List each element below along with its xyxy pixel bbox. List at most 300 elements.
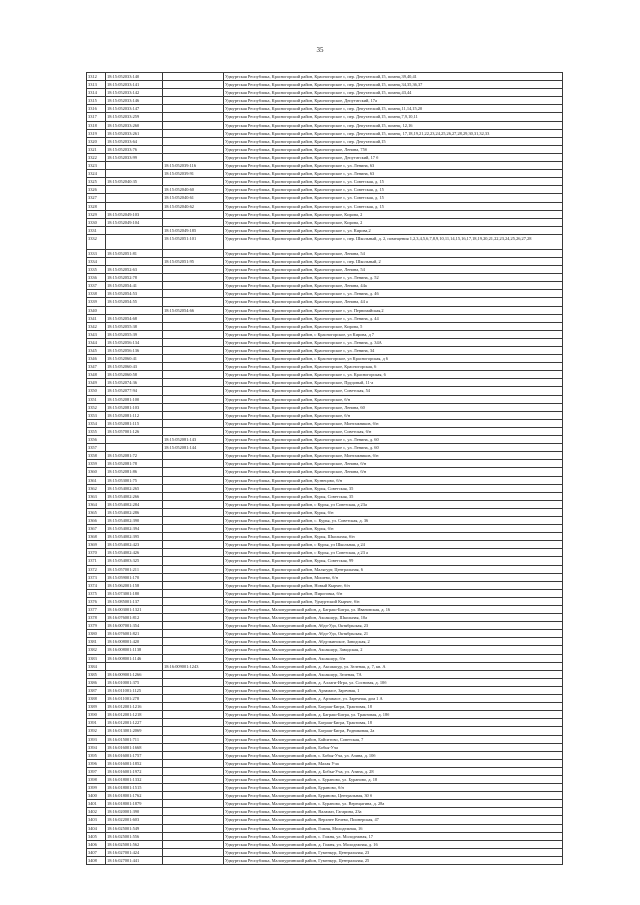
row-number-cell: 3312: [87, 73, 106, 81]
old-cadastral-number-cell: 18:15:085001:137: [106, 597, 163, 605]
new-cadastral-number-cell: [163, 711, 224, 719]
address-cell: Удмуртская Республика, Малопургинский район, д. Гожня, ул. Молодежная, д. 16: [224, 840, 563, 848]
row-number-cell: 3337: [87, 282, 106, 290]
new-cadastral-number-cell: [163, 97, 224, 105]
new-cadastral-number-cell: [163, 525, 224, 533]
old-cadastral-number-cell: 18:16:018001:1879: [106, 800, 163, 808]
table-row: [87, 654, 563, 662]
row-number-cell: 3359: [87, 460, 106, 468]
old-cadastral-number-cell: [106, 170, 163, 178]
table-row: [87, 387, 563, 395]
address-cell: Удмуртская Республика, Красногорский район, Красногорское с, ул. Ленина, 63: [224, 162, 563, 170]
old-cadastral-number-cell: 18:15:052054:68: [106, 314, 163, 322]
row-number-cell: 3346: [87, 355, 106, 363]
address-cell: Удмуртская Республика, Малопургинский район, д. Баграш-Бигра, ул. Трактовая, д. 18б: [224, 711, 563, 719]
old-cadastral-number-cell: 18:16:025001:556: [106, 832, 163, 840]
table-row: [87, 97, 563, 105]
table-row: [87, 573, 563, 581]
row-number-cell: 3345: [87, 347, 106, 355]
address-cell: Удмуртская Республика, Красногорский район, Курья, б/н: [224, 525, 563, 533]
new-cadastral-number-cell: [163, 759, 224, 767]
old-cadastral-number-cell: [106, 234, 163, 249]
new-cadastral-number-cell: [163, 743, 224, 751]
old-cadastral-number-cell: 18:15:052055:38: [106, 322, 163, 330]
address-cell: Удмуртская Республика, Красногорский район, с Курья, ул Советская, д 23а: [224, 500, 563, 508]
row-number-cell: 3360: [87, 468, 106, 476]
table-row: [87, 557, 563, 565]
old-cadastral-number-cell: 18:15:052033:140: [106, 73, 163, 81]
row-number-cell: 3391: [87, 719, 106, 727]
old-cadastral-number-cell: 18:16:016001:1757: [106, 751, 163, 759]
old-cadastral-number-cell: 18:15:057001:211: [106, 565, 163, 573]
table-row: [87, 711, 563, 719]
new-cadastral-number-cell: [163, 784, 224, 792]
old-cadastral-number-cell: 18:16:012001:1227: [106, 719, 163, 727]
row-number-cell: 3374: [87, 581, 106, 589]
row-number-cell: 3403: [87, 816, 106, 824]
row-number-cell: 3370: [87, 549, 106, 557]
row-number-cell: 3358: [87, 452, 106, 460]
new-cadastral-number-cell: [163, 460, 224, 468]
new-cadastral-number-cell: [163, 541, 224, 549]
new-cadastral-number-cell: [163, 686, 224, 694]
new-cadastral-number-cell: [163, 808, 224, 816]
old-cadastral-number-cell: 18:15:052033:261: [106, 129, 163, 137]
row-number-cell: 3349: [87, 379, 106, 387]
old-cadastral-number-cell: 18:15:052040:35: [106, 178, 163, 186]
old-cadastral-number-cell: 18:15:052081:115: [106, 419, 163, 427]
old-cadastral-number-cell: 18:15:052081:100: [106, 395, 163, 403]
row-number-cell: 3315: [87, 97, 106, 105]
row-number-cell: 3319: [87, 129, 106, 137]
new-cadastral-number-cell: [163, 314, 224, 322]
address-cell: Удмуртская Республика, Красногорский район, Малягурт, Центральная, 6: [224, 565, 563, 573]
address-cell: Удмуртская Республика, Малопургинский район, с. Гожня, ул. Молодежная, 17: [224, 832, 563, 840]
row-number-cell: 3385: [87, 670, 106, 678]
new-cadastral-number-cell: [163, 153, 224, 161]
old-cadastral-number-cell: 18:15:073001:180: [106, 589, 163, 597]
new-cadastral-number-cell: 18:15:052081:144: [163, 444, 224, 452]
address-cell: Удмуртская Республика, Красногорский район, Красногорское с, ул. Ленина, д. 52: [224, 274, 563, 282]
row-number-cell: 3313: [87, 81, 106, 89]
old-cadastral-number-cell: 18:15:057001:126: [106, 427, 163, 435]
table-row: [87, 484, 563, 492]
old-cadastral-number-cell: 18:15:054002:284: [106, 500, 163, 508]
row-number-cell: 3340: [87, 306, 106, 314]
row-number-cell: 3406: [87, 840, 106, 848]
table-row: [87, 784, 563, 792]
table-row: [87, 226, 563, 234]
old-cadastral-number-cell: 18:16:022001:603: [106, 816, 163, 824]
row-number-cell: 3367: [87, 525, 106, 533]
table-row: [87, 622, 563, 630]
address-cell: Удмуртская Республика, Красногорский район, Красногорское с, ул. Ленина, д. 60: [224, 436, 563, 444]
table-row: [87, 792, 563, 800]
new-cadastral-number-cell: [163, 606, 224, 614]
address-cell: Удмуртская Республика, Красногорский район, Красногорское с, пер. Школьный, д. 2, помещения 1,2,3,4,5,6,7,8,9,10,11,14,15,16,17,18,19,20,21,22,23,24,25,26,27,28: [224, 234, 563, 249]
table-row: [87, 162, 563, 170]
old-cadastral-number-cell: 18:15:052054:53: [106, 290, 163, 298]
table-row: [87, 848, 563, 856]
address-cell: Удмуртская Республика, Красногорский район, Красногорское с, пер. Депутатский,15, помещ.43,44: [224, 89, 563, 97]
row-number-cell: 3395: [87, 751, 106, 759]
cadastral-register-table: [86, 72, 563, 865]
table-row: [87, 500, 563, 508]
new-cadastral-number-cell: 18:15:052051:95: [163, 257, 224, 265]
new-cadastral-number-cell: [163, 387, 224, 395]
new-cadastral-number-cell: [163, 638, 224, 646]
table-row: [87, 419, 563, 427]
address-cell: Удмуртская Республика, Малопургинский район, Абдэ-Удэ, Октябрьская, 21: [224, 630, 563, 638]
address-cell: Удмуртская Республика, Малопургинский район, Бураново, б/н: [224, 784, 563, 792]
address-cell: Удмуртская Республика, Красногорский район, Красногорское, Депутатский, 17 б: [224, 153, 563, 161]
old-cadastral-number-cell: 18:15:052054:41: [106, 282, 163, 290]
address-cell: Удмуртская Республика, Красногорский район, Удмуртский Кырчег, б/н: [224, 597, 563, 605]
new-cadastral-number-cell: 18:16:009001:1243: [163, 662, 224, 670]
address-cell: Удмуртская Республика, Красногорский район, Красногорское, б/н: [224, 395, 563, 403]
table-row: [87, 306, 563, 314]
old-cadastral-number-cell: [106, 226, 163, 234]
old-cadastral-number-cell: 18:15:054002:423: [106, 541, 163, 549]
row-number-cell: 3402: [87, 808, 106, 816]
old-cadastral-number-cell: 18:15:052052:63: [106, 266, 163, 274]
new-cadastral-number-cell: [163, 419, 224, 427]
new-cadastral-number-cell: [163, 282, 224, 290]
row-number-cell: 3329: [87, 210, 106, 218]
table-row: [87, 476, 563, 484]
address-cell: Удмуртская Республика, Красногорский район, с Красногорское, ул Кирова, д 7: [224, 330, 563, 338]
old-cadastral-number-cell: 18:16:018001:1332: [106, 775, 163, 783]
row-number-cell: 3325: [87, 178, 106, 186]
table-row: [87, 719, 563, 727]
table-row: [87, 290, 563, 298]
old-cadastral-number-cell: 18:15:052081:72: [106, 452, 163, 460]
old-cadastral-number-cell: 18:15:052081:103: [106, 403, 163, 411]
old-cadastral-number-cell: 18:15:059001:170: [106, 573, 163, 581]
old-cadastral-number-cell: 18:16:011001:278: [106, 695, 163, 703]
table-row: [87, 460, 563, 468]
old-cadastral-number-cell: 18:16:025001:549: [106, 824, 163, 832]
address-cell: Удмуртская Республика, Красногорский район, Красногорское, Ленина, 44а: [224, 282, 563, 290]
address-cell: Удмуртская Республика, Красногорский район, Красногорское с, ул. Советская, д. 15: [224, 194, 563, 202]
old-cadastral-number-cell: 18:16:027001:441: [106, 856, 163, 864]
old-cadastral-number-cell: 18:16:015001:711: [106, 735, 163, 743]
address-cell: Удмуртская Республика, Малопургинский район, Абдэ-Удэ, Октябрьская, 23: [224, 622, 563, 630]
new-cadastral-number-cell: [163, 121, 224, 129]
new-cadastral-number-cell: [163, 654, 224, 662]
old-cadastral-number-cell: 18:16:020001:390: [106, 808, 163, 816]
row-number-cell: 3351: [87, 395, 106, 403]
address-cell: Удмуртская Республика, Малопургинский район, Арзамасе, Заречная, 1: [224, 686, 563, 694]
old-cadastral-number-cell: 18:15:054002:390: [106, 516, 163, 524]
row-number-cell: 3322: [87, 153, 106, 161]
row-number-cell: 3398: [87, 775, 106, 783]
old-cadastral-number-cell: 18:15:062001:158: [106, 581, 163, 589]
table-row: [87, 330, 563, 338]
table-row: [87, 727, 563, 735]
row-number-cell: 3372: [87, 565, 106, 573]
new-cadastral-number-cell: [163, 338, 224, 346]
table-row: [87, 257, 563, 265]
old-cadastral-number-cell: 18:16:012001:1216: [106, 703, 163, 711]
new-cadastral-number-cell: 18:15:052049:185: [163, 226, 224, 234]
row-number-cell: 3369: [87, 541, 106, 549]
address-cell: Удмуртская Республика, Красногорский район, Красногорское, Монтажников, б/н: [224, 419, 563, 427]
row-number-cell: 3328: [87, 202, 106, 210]
row-number-cell: 3324: [87, 170, 106, 178]
old-cadastral-number-cell: 18:16:008001:1138: [106, 646, 163, 654]
address-cell: Удмуртская Республика, Красногорский район, с Курья, ул Советская, д 23 а: [224, 549, 563, 557]
old-cadastral-number-cell: 18:16:012001:1218: [106, 711, 163, 719]
new-cadastral-number-cell: [163, 363, 224, 371]
table-row: [87, 322, 563, 330]
old-cadastral-number-cell: 18:15:052033:146: [106, 97, 163, 105]
old-cadastral-number-cell: 18:15:052051:81: [106, 249, 163, 257]
table-row: [87, 411, 563, 419]
row-number-cell: 3353: [87, 411, 106, 419]
new-cadastral-number-cell: [163, 89, 224, 97]
new-cadastral-number-cell: [163, 703, 224, 711]
old-cadastral-number-cell: 18:16:016001:1668: [106, 743, 163, 751]
address-cell: Удмуртская Республика, Малопургинский район, с. Бураново, ул. Верещагина, д. 28а: [224, 800, 563, 808]
old-cadastral-number-cell: 18:15:052077:94: [106, 387, 163, 395]
address-cell: Удмуртская Республика, Малопургинский район, Баграш-Бигра, Трактовая, 18: [224, 719, 563, 727]
row-number-cell: 3336: [87, 274, 106, 282]
new-cadastral-number-cell: [163, 573, 224, 581]
old-cadastral-number-cell: 18:15:052060:58: [106, 371, 163, 379]
address-cell: Удмуртская Республика, Красногорский район, Красногорское, Кирова, 2: [224, 210, 563, 218]
old-cadastral-number-cell: 18:16:011001:1125: [106, 686, 163, 694]
row-number-cell: 3314: [87, 89, 106, 97]
address-cell: Удмуртская Республика, Малопургинский район, Аксакшур, Школьная, 10а: [224, 614, 563, 622]
old-cadastral-number-cell: 18:16:025001:562: [106, 840, 163, 848]
new-cadastral-number-cell: [163, 848, 224, 856]
row-number-cell: 3331: [87, 226, 106, 234]
old-cadastral-number-cell: 18:15:053001:75: [106, 476, 163, 484]
table-row: [87, 533, 563, 541]
table-row: [87, 170, 563, 178]
page-number: 35: [316, 46, 324, 54]
table-row: [87, 338, 563, 346]
old-cadastral-number-cell: 18:16:008001:1146: [106, 654, 163, 662]
address-cell: Удмуртская Республика, Красногорский район, Красногорское, Советская, 54: [224, 387, 563, 395]
new-cadastral-number-cell: [163, 695, 224, 703]
row-number-cell: 3373: [87, 573, 106, 581]
address-cell: Удмуртская Республика, Красногорский район, Красногорское с, пер. Депутатский,15, помещ.34,35,36,37: [224, 81, 563, 89]
old-cadastral-number-cell: 18:15:054002:265: [106, 484, 163, 492]
new-cadastral-number-cell: [163, 249, 224, 257]
new-cadastral-number-cell: [163, 727, 224, 735]
table-row: [87, 767, 563, 775]
old-cadastral-number-cell: 18:15:052052:78: [106, 274, 163, 282]
address-cell: Удмуртская Республика, Малопургинский район, Аксакшур, б/н: [224, 654, 563, 662]
old-cadastral-number-cell: 18:15:052033:259: [106, 113, 163, 121]
table-row: [87, 395, 563, 403]
table-row: [87, 363, 563, 371]
new-cadastral-number-cell: [163, 751, 224, 759]
new-cadastral-number-cell: [163, 347, 224, 355]
row-number-cell: 3343: [87, 330, 106, 338]
address-cell: Удмуртская Республика, Малопургинский район, Бобья-Уча: [224, 743, 563, 751]
address-cell: Удмуртская Республика, Малопургинский район, с. Бобья-Уча, ул. Азина, д. 10б: [224, 751, 563, 759]
address-cell: Удмуртская Республика, Малопургинский район, д. Арзамасе, ул. Заречная, дом 1 А: [224, 695, 563, 703]
table-row: [87, 508, 563, 516]
new-cadastral-number-cell: [163, 395, 224, 403]
new-cadastral-number-cell: [163, 298, 224, 306]
row-number-cell: 3352: [87, 403, 106, 411]
new-cadastral-number-cell: [163, 145, 224, 153]
address-cell: Удмуртская Республика, Малопургинский район, Аксакшур, Зеленая, 7А: [224, 670, 563, 678]
new-cadastral-number-cell: [163, 73, 224, 81]
table-row: [87, 800, 563, 808]
old-cadastral-number-cell: 18:15:054003:325: [106, 557, 163, 565]
row-number-cell: 3380: [87, 630, 106, 638]
row-number-cell: 3361: [87, 476, 106, 484]
table-row: [87, 178, 563, 186]
row-number-cell: 3405: [87, 832, 106, 840]
new-cadastral-number-cell: [163, 856, 224, 864]
row-number-cell: 3321: [87, 145, 106, 153]
old-cadastral-number-cell: [106, 257, 163, 265]
old-cadastral-number-cell: 18:15:052060:43: [106, 363, 163, 371]
table-row: [87, 808, 563, 816]
new-cadastral-number-cell: [163, 614, 224, 622]
old-cadastral-number-cell: [106, 194, 163, 202]
address-cell: Удмуртская Республика, Малопургинский район, Абдулкинское, Заводская, 2: [224, 638, 563, 646]
row-number-cell: 3399: [87, 784, 106, 792]
table-row: [87, 81, 563, 89]
row-number-cell: 3401: [87, 800, 106, 808]
address-cell: Удмуртская Республика, Красногорский район, Курья, Советская, 35: [224, 492, 563, 500]
new-cadastral-number-cell: [163, 492, 224, 500]
address-cell: Удмуртская Республика, Малопургинский район, Верхнее Кечево, Пионерская, 47: [224, 816, 563, 824]
address-cell: Удмуртская Республика, Красногорский район, Красногорское с, пер. Школьный, 2: [224, 257, 563, 265]
old-cadastral-number-cell: 18:15:052033:260: [106, 121, 163, 129]
row-number-cell: 3389: [87, 703, 106, 711]
table-row: [87, 743, 563, 751]
new-cadastral-number-cell: [163, 129, 224, 137]
address-cell: Удмуртская Республика, Красногорский район, Красногорское, Советская, б/н: [224, 427, 563, 435]
new-cadastral-number-cell: [163, 137, 224, 145]
new-cadastral-number-cell: [163, 630, 224, 638]
address-cell: Удмуртская Республика, Красногорский район, Красногорское с, пер. Депутатский,15, помещ. 12,16: [224, 121, 563, 129]
new-cadastral-number-cell: [163, 816, 224, 824]
address-cell: Удмуртская Республика, Красногорский район, Красногорское с, пер. Депутатский,15: [224, 137, 563, 145]
row-number-cell: 3397: [87, 767, 106, 775]
address-cell: Удмуртская Республика, Красногорский район, Красногорское, Ленина, 44 а: [224, 298, 563, 306]
old-cadastral-number-cell: 18:15:052081:86: [106, 468, 163, 476]
new-cadastral-number-cell: 18:15:052054:66: [163, 306, 224, 314]
table-row: [87, 816, 563, 824]
row-number-cell: 3392: [87, 727, 106, 735]
table-row: [87, 832, 563, 840]
address-cell: Удмуртская Республика, Красногорский район, Красногорское с, ул. Ленина, д. 60: [224, 444, 563, 452]
row-number-cell: 3350: [87, 387, 106, 395]
table-row: [87, 427, 563, 435]
address-cell: Удмуртская Республика, Красногорский район, Курья, Школьная, б/н: [224, 533, 563, 541]
address-cell: Удмуртская Республика, Красногорский район, Красногорское с, ул. Ленина, д. 34А: [224, 338, 563, 346]
old-cadastral-number-cell: 18:15:052033:142: [106, 89, 163, 97]
address-cell: Удмуртская Республика, Красногорский район, Красногорское с, ул. Советская, д. 15: [224, 202, 563, 210]
row-number-cell: 3371: [87, 557, 106, 565]
table-row: [87, 614, 563, 622]
new-cadastral-number-cell: 18:15:052081:143: [163, 436, 224, 444]
row-number-cell: 3326: [87, 186, 106, 194]
new-cadastral-number-cell: [163, 767, 224, 775]
new-cadastral-number-cell: [163, 719, 224, 727]
table-row: [87, 194, 563, 202]
row-number-cell: 3327: [87, 194, 106, 202]
address-cell: Удмуртская Республика, Красногорский район, Красногорское, Прудовый, 11-а: [224, 379, 563, 387]
new-cadastral-number-cell: [163, 411, 224, 419]
old-cadastral-number-cell: 18:15:054002:395: [106, 533, 163, 541]
old-cadastral-number-cell: [106, 436, 163, 444]
address-cell: Удмуртская Республика, Малопургинский район, д. Бобья-Уча, ул. Азина, д. 28: [224, 767, 563, 775]
address-cell: Удмуртская Республика, Малопургинский район, Гожня, Молодежная, 16: [224, 824, 563, 832]
table-row: [87, 646, 563, 654]
new-cadastral-number-cell: [163, 840, 224, 848]
address-cell: Удмуртская Республика, Красногорский район, Красногорское, Ленина, б/н: [224, 468, 563, 476]
new-cadastral-number-cell: 18:15:052051:101: [163, 234, 224, 249]
table-row: [87, 210, 563, 218]
old-cadastral-number-cell: [106, 202, 163, 210]
table-row: [87, 541, 563, 549]
old-cadastral-number-cell: [106, 306, 163, 314]
table-row: [87, 630, 563, 638]
address-cell: Удмуртская Республика, Красногорский район, Кузнецово, б/н: [224, 476, 563, 484]
row-number-cell: 3344: [87, 338, 106, 346]
old-cadastral-number-cell: 18:16:003001:1321: [106, 606, 163, 614]
old-cadastral-number-cell: 18:16:018001:1762: [106, 792, 163, 800]
row-number-cell: 3388: [87, 695, 106, 703]
row-number-cell: 3390: [87, 711, 106, 719]
table-row: [87, 282, 563, 290]
new-cadastral-number-cell: [163, 622, 224, 630]
row-number-cell: 3368: [87, 533, 106, 541]
address-cell: Удмуртская Республика, Малопургинский район, Байситово, Советская, 7: [224, 735, 563, 743]
row-number-cell: 3379: [87, 622, 106, 630]
row-number-cell: 3376: [87, 597, 106, 605]
new-cadastral-number-cell: [163, 468, 224, 476]
row-number-cell: 3330: [87, 218, 106, 226]
address-cell: Удмуртская Республика, Малопургинский район, Баграш-Бигра, Трактовая, 18: [224, 703, 563, 711]
new-cadastral-number-cell: [163, 330, 224, 338]
table-row: [87, 121, 563, 129]
table-row: [87, 249, 563, 257]
address-cell: Удмуртская Республика, Малопургинский район, Бураново, Центральная, 30 б: [224, 792, 563, 800]
table-row: [87, 735, 563, 743]
address-cell: Удмуртская Республика, Красногорский район, Красногорское, Ленина, б/н: [224, 460, 563, 468]
address-cell: Удмуртская Республика, Малопургинский район, с. Бураново, ул. Бураново, д. 18: [224, 775, 563, 783]
table-row: [87, 589, 563, 597]
old-cadastral-number-cell: 18:15:052033:99: [106, 153, 163, 161]
new-cadastral-number-cell: 18:15:052040:60: [163, 186, 224, 194]
address-cell: Удмуртская Республика, Красногорский район, Красногорское, Красногорская, 6: [224, 363, 563, 371]
address-cell: Удмуртская Республика, Малопургинский район, д. Аксакшур, ул. Зеленая, д. 7, кв. А: [224, 662, 563, 670]
address-cell: Удмуртская Республика, Красногорский район, Курья, Советская, 99: [224, 557, 563, 565]
row-number-cell: 3320: [87, 137, 106, 145]
old-cadastral-number-cell: 18:16:007001:354: [106, 622, 163, 630]
table-row: [87, 638, 563, 646]
address-cell: Удмуртская Республика, Красногорский район, Красногорское с, ул. Советская, д. 15: [224, 178, 563, 186]
row-number-cell: 3356: [87, 436, 106, 444]
table-row: [87, 856, 563, 864]
old-cadastral-number-cell: [106, 186, 163, 194]
table-row: [87, 371, 563, 379]
table-row: [87, 525, 563, 533]
table-row: [87, 751, 563, 759]
address-cell: Удмуртская Республика, Красногорский район, Курья, б/н: [224, 508, 563, 516]
